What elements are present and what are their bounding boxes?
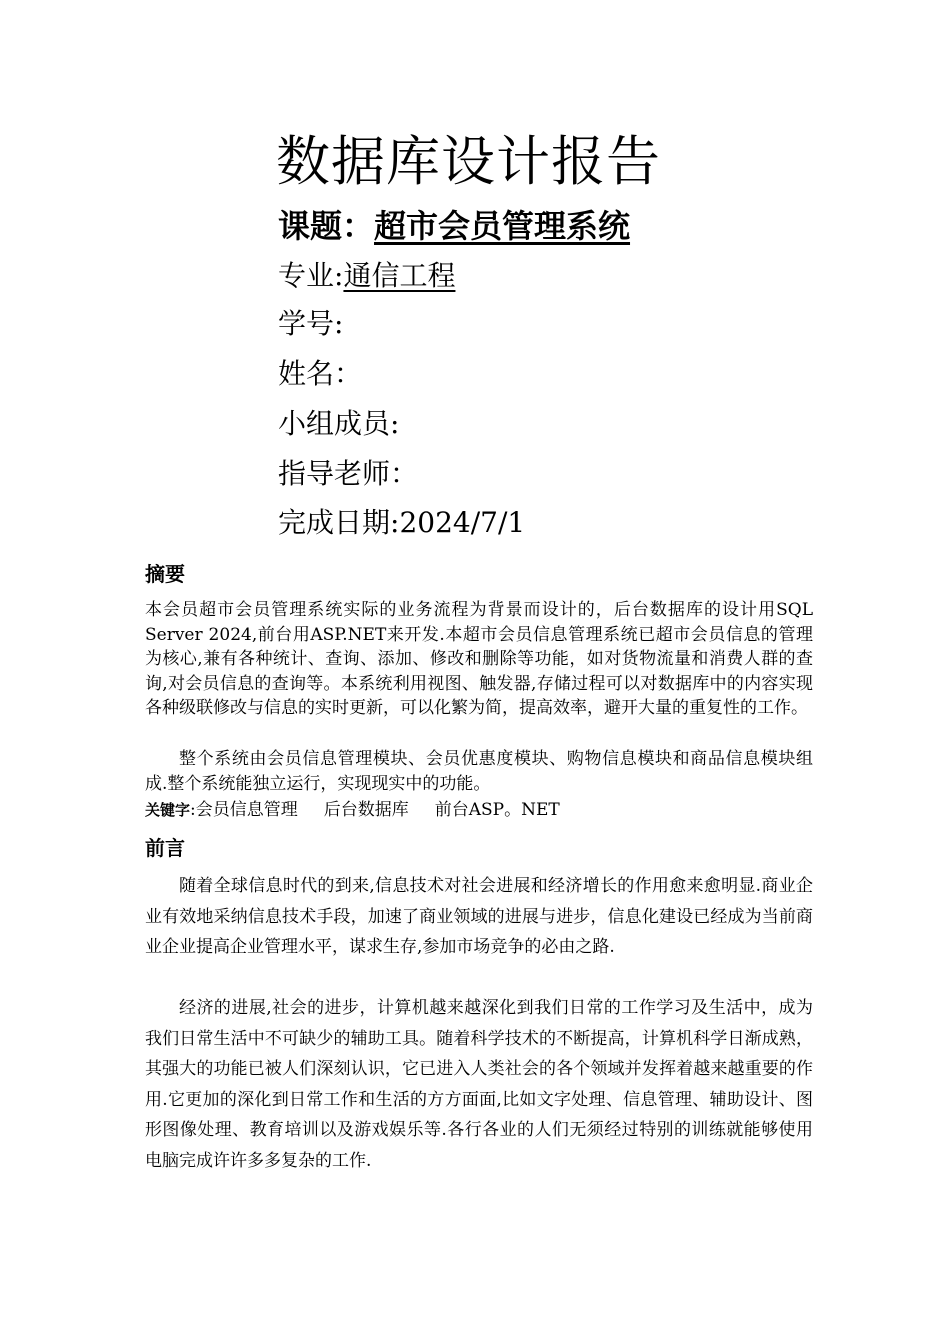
name-label: 姓名：: [278, 357, 363, 390]
major-value: 通信工程: [343, 259, 456, 292]
report-title: 数据库设计报告: [276, 130, 661, 193]
keyword-2: 后台数据库: [323, 800, 409, 820]
topic-value: 超市会员管理系统: [374, 207, 631, 245]
keyword-1: 会员信息管理: [195, 800, 298, 820]
topic-line: [278, 204, 630, 248]
student-id-line: [278, 304, 343, 344]
keyword-3: 前台ASP。NET: [434, 800, 560, 820]
preface-paragraph-2: 经济的进展,社会的进步，计算机越来越深化到我们日常的工作学习及生活中，成为我们日常生活中不可缺少的辅助工具。随着科学技术的不断提高，计算机科学日渐成熟，其强大的功能已被人们深刻认识，它已进入人类社会的各个领域并发挥着越来越重要的作用.它更加的深化到日常工作和生活的方方面面,比如文字处理、信息管理、辅助设计、图形图像处理、教育培训以及游戏娱乐等.各行各业的人们无须经过特别的训练就能够使用电脑完成许许多多复杂的工作.: [145, 998, 813, 1171]
abstract-paragraph-2: 整个系统由会员信息管理模块、会员优惠度模块、购物信息模块和商品信息模块组成.整个系统能独立运行，实现现实中的功能。: [145, 749, 813, 794]
major-line: [278, 256, 455, 296]
members-line: [278, 404, 399, 444]
date-label: 完成日期:: [278, 506, 400, 539]
advisor-line: [278, 454, 418, 494]
date-value: 2024/7/1: [399, 506, 526, 539]
abstract-paragraph-1: 本会员超市会员管理系统实际的业务流程为背景而设计的，后台数据库的设计用SQL Server 2024,前台用ASP.NET来开发.本超市会员信息管理系统已超市会员信息的管理为核心,兼有各种统计、查询、添加、修改和删除等功能，如对货物流量和消费人群的查询,对会员信息的查询等。本系统利用视图、触发器,存储过程可以对数据库中的内容实现各种级联修改与信息的实时更新，可以化繁为简，提高效率，避开大量的重复性的工作。: [145, 600, 813, 718]
major-label: 专业:: [278, 259, 344, 292]
keywords-line: [145, 798, 560, 822]
student-id-label: 学号:: [278, 307, 344, 340]
preface-paragraph-1: 随着全球信息时代的到来,信息技术对社会进展和经济增长的作用愈来愈明显.商业企业有效地采纳信息技术手段，加速了商业领域的进展与进步，信息化建设已经成为当前商业企业提高企业管理水平，谋求生存,参加市场竞争的必由之路.: [145, 876, 813, 957]
advisor-label: 指导老师：: [278, 457, 419, 490]
completion-date-line: [278, 503, 525, 543]
keywords-label: 关键字: [145, 801, 191, 819]
keywords-separator: :: [190, 800, 196, 820]
members-label: 小组成员:: [278, 407, 400, 440]
preface-heading: 前言: [145, 836, 185, 860]
name-line: [278, 354, 362, 394]
topic-label: 课题：: [278, 207, 375, 245]
abstract-heading: 摘要: [145, 562, 185, 586]
